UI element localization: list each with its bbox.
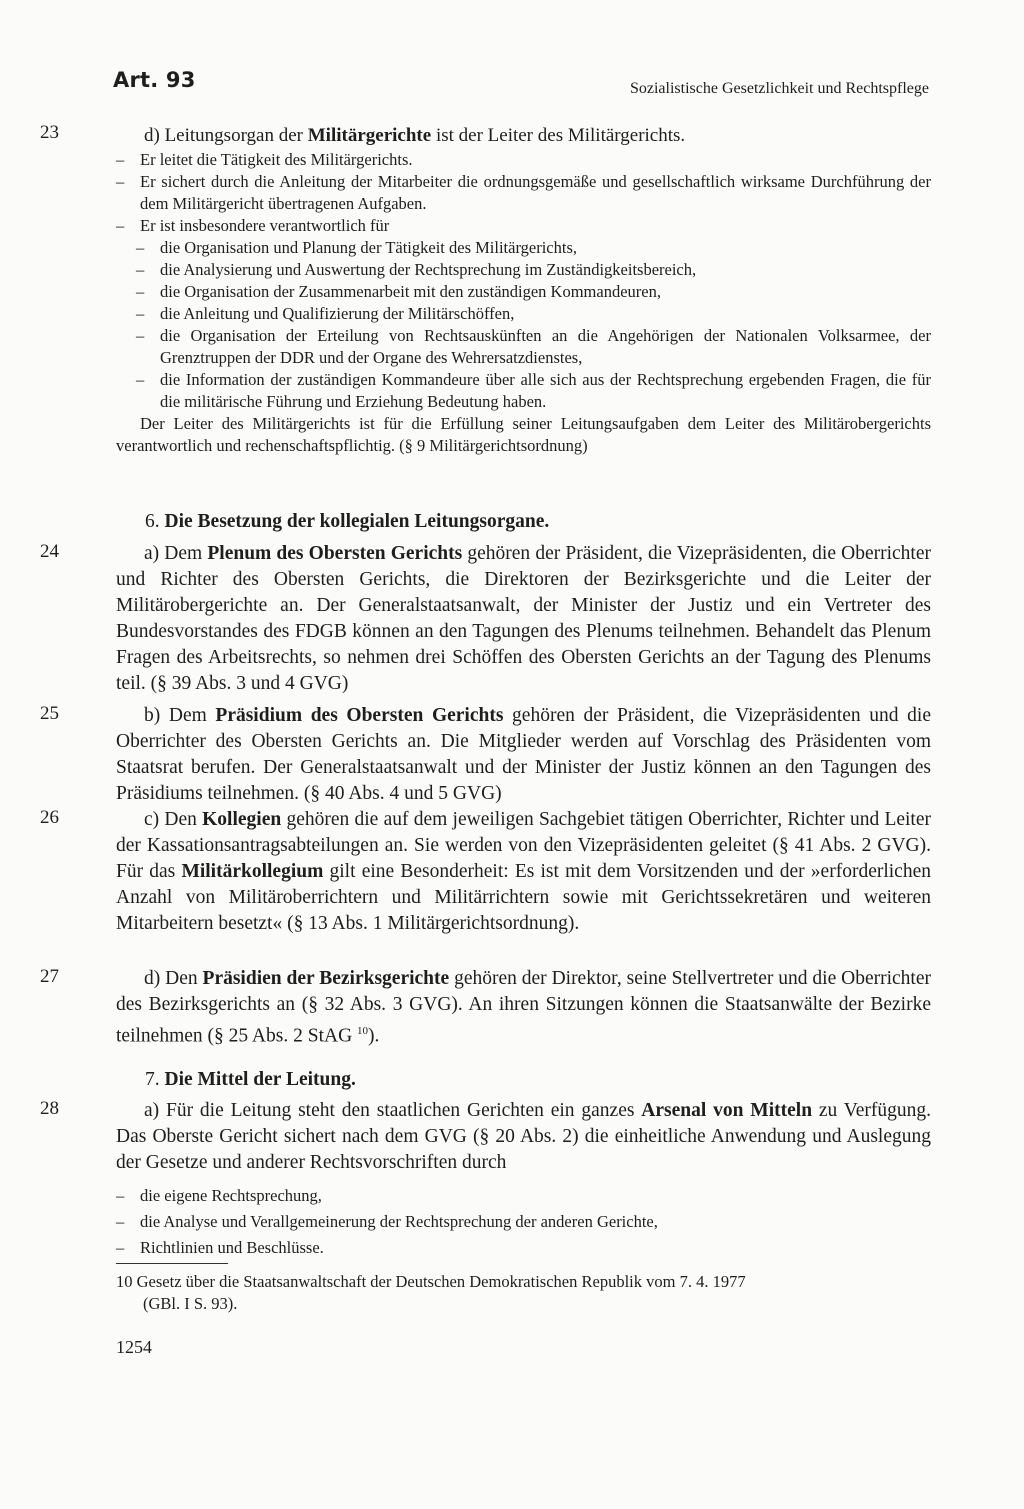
sub-list-item: – die Anleitung und Qualifizierung der Militärschöffen, [116, 303, 931, 325]
list-item: – die Analyse und Verallgemeinerung der Rechtsprechung der anderen Gerichte, [116, 1209, 931, 1235]
margin-number-26: 26 [40, 807, 59, 828]
list-item: – Er sichert durch die Anleitung der Mitarbeiter die ordnungsgemäße und gesellschaftlich wirksame Durchführung der dem Militärgericht übertragenen Aufgaben. [116, 171, 931, 215]
page-number: 1254 [116, 1337, 152, 1357]
list-item: – Er ist insbesondere verantwortlich für [116, 215, 931, 237]
sub-list-item: – die Organisation der Erteilung von Rechtsauskünften an die Angehörigen der Nationalen Volksarmee, der Grenztruppen der DDR und der Organe des Wehrersatzdienstes, [116, 325, 931, 369]
section-6-heading: 6. Die Besetzung der kollegialen Leitungsorgane. [145, 511, 550, 532]
footnote-line: (GBl. I S. 93). [143, 1294, 238, 1313]
list-item: – Er leitet die Tätigkeit des Militärgerichts. [116, 149, 931, 171]
paragraph-25: b) Dem Präsidium des Obersten Gerichts gehören der Präsident, die Vizepräsidenten und die Oberrichter des Obersten Gerichts an. Die Mitglieder werden auf Vorschlag des Präsidenten vom Staatsrat berufen. Der Generalstaatsanwalt und der Minister der Justiz können an den Tagungen des Präsidiums teilnehmen. (§ 40 Abs. 4 und 5 GVG) [116, 705, 931, 804]
margin-number-23: 23 [40, 122, 59, 143]
p23-lead: d) Leitungsorgan der Militärgerichte ist der Leiter des Militärgerichts. [144, 125, 686, 146]
section-7-heading: 7. Die Mittel der Leitung. [145, 1069, 356, 1090]
paragraph-24: a) Dem Plenum des Obersten Gerichts gehören der Präsident, die Vizepräsidenten, die Oberrichter und Richter des Obersten Gerichts, die Direktoren der Bezirksgerichte und die Leiter der Militärobergerichte an. Der Generalstaatsanwalt, der Minister der Justiz und ein Vertreter des Bundesvorstandes des FDGB können an den Tagungen des Plenums teilnehmen. Behandelt das Plenum Fragen des Arbeitsrechts, so nehmen drei Schöffen des Obersten Gerichts an der Tagung des Plenums teil. (§ 39 Abs. 3 und 4 GVG) [116, 543, 931, 694]
running-header: Sozialistische Gesetzlichkeit und Rechtspflege [629, 80, 929, 97]
margin-number-25: 25 [40, 703, 59, 724]
sub-list-item: – die Information der zuständigen Kommandeure über alle sich aus der Rechtsprechung ergebenden Fragen, die für die militärische Führung und Erziehung Bedeutung haben. [116, 369, 931, 413]
footnote [116, 1271, 931, 1315]
footnote-line: 10 Gesetz über die Staatsanwaltschaft der Deutschen Demokratischen Republik vom 7. 4. 1977 [116, 1272, 746, 1291]
sub-list-item: – die Analysierung und Auswertung der Rechtsprechung im Zuständigkeitsbereich, [116, 259, 931, 281]
margin-number-27: 27 [40, 966, 59, 987]
article-number: Art. 93 [113, 68, 196, 92]
list-item: – die eigene Rechtsprechung, [116, 1183, 931, 1209]
paragraph-23 [116, 123, 931, 457]
list-item: – Richtlinien und Beschlüsse. [116, 1235, 931, 1261]
margin-number-24: 24 [40, 541, 59, 562]
sub-list-item: – die Organisation der Zusammenarbeit mit den zuständigen Kommandeuren, [116, 281, 931, 303]
margin-number-28: 28 [40, 1098, 59, 1119]
p23-closing: Der Leiter des Militärgerichts ist für die Erfüllung seiner Leitungsaufgaben dem Leiter des Militärobergerichts verantwortlich und rechenschaftspflichtig. (§ 9 Militärgerichtsordnung) [116, 414, 931, 455]
sub-list-item: – die Organisation und Planung der Tätigkeit des Militärgerichts, [116, 237, 931, 259]
footnote-rule [116, 1263, 228, 1264]
paragraph-26: c) Den Kollegien gehören die auf dem jeweiligen Sachgebiet tätigen Oberrichter, Richter und Leiter der Kassationsantragsabteilungen an. Sie werden von den Vizepräsidenten geleitet (§ 41 Abs. 2 GVG). Für das Militärkollegium gilt eine Besonderheit: Es ist mit dem Vorsitzenden und der »erforderlichen Anzahl von Militäroberrichtern und Militärrichtern sowie mit Gerichtssekretären und weiteren Mitarbeitern besetzt« (§ 13 Abs. 1 Militärgerichtsordnung). [116, 809, 931, 934]
footnote-ref: 10 [357, 1025, 369, 1037]
p28-list [116, 1183, 931, 1261]
paragraph-27: d) Den Präsidien der Bezirksgerichte gehören der Direktor, seine Stellvertreter und die Oberrichter des Bezirksgerichts an (§ 32 Abs. 3 GVG). An ihren Sitzungen können die Staatsanwälte der Bezirke teilnehmen (§ 25 Abs. 2 StAG $^{10}$). [116, 968, 931, 1047]
paragraph-28: a) Für die Leitung steht den staatlichen Gerichten ein ganzes Arsenal von Mitteln zu Verfügung. Das Oberste Gericht sichert nach dem GVG (§ 20 Abs. 2) die einheitliche Anwendung und Auslegung der Gesetze und anderer Rechtsvorschriften durch [116, 1100, 931, 1173]
